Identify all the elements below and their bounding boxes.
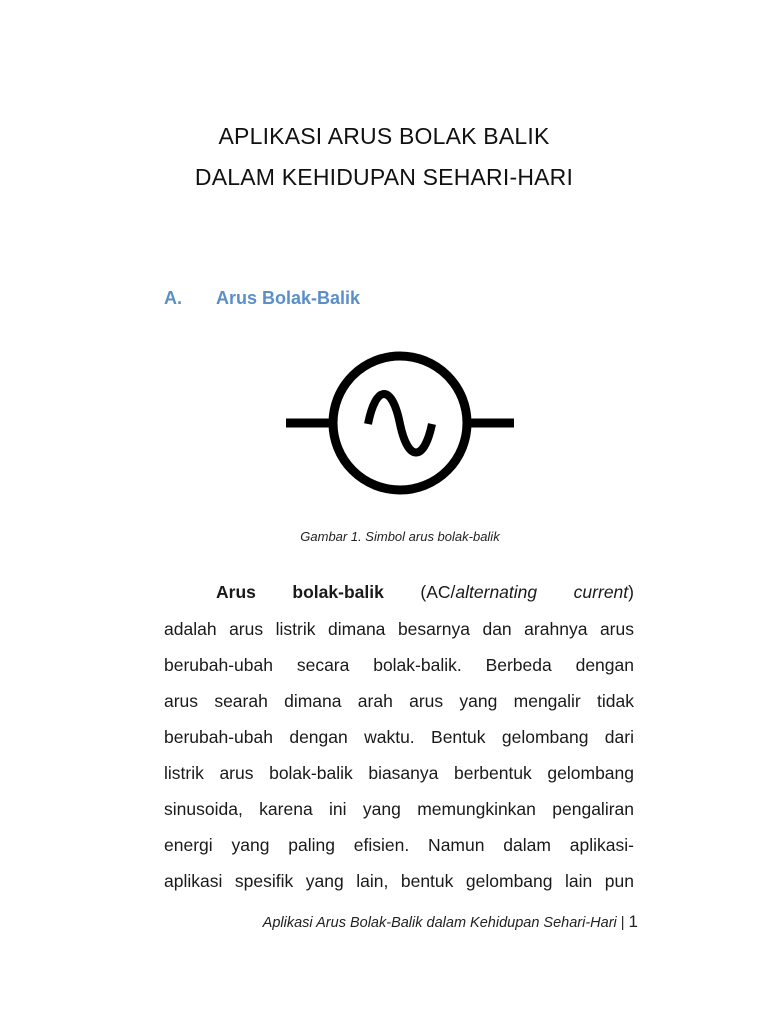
ac-source-symbol-icon [284,350,516,501]
footer-separator: | [620,915,625,931]
paragraph-line: aplikasi spesifik yang lain, bentuk gelombang lain pun [164,871,634,891]
paragraph-line: berubah-ubah dengan waktu. Bentuk gelombang dari [164,727,634,747]
term-bold: Arus bolak-balik [216,582,384,602]
section-number: A. [164,288,182,308]
paragraph-line: arus searah dimana arah arus yang mengalir tidak [164,691,634,711]
page-footer [263,912,638,932]
paragraph-line: berubah-ubah secara bolak-balik. Berbeda dengan [164,655,634,675]
footer-running-title: Aplikasi Arus Bolak-Balik dalam Kehidupan Sehari-Hari [262,915,617,931]
figure-caption: Gambar 1. Simbol arus bolak-balik [300,529,500,544]
page-number: 1 [628,912,638,931]
section-heading [164,288,360,309]
paragraph-line: listrik arus bolak-balik biasanya berbentuk gelombang [164,763,634,783]
paragraph-line: adalah arus listrik dimana besarnya dan arahnya arus [164,619,634,639]
section-title: Arus Bolak-Balik [216,288,361,308]
paragraph-line: energi yang paling efisien. Namun dalam aplikasi- [164,835,634,855]
abbrev-close: ) [628,582,634,602]
page-title-line-2: DALAM KEHIDUPAN SEHARI-HARI [194,164,574,190]
abbrev-open: (AC/ [420,582,456,602]
term-english: alternating current [455,582,629,602]
page-title-line-1: APLIKASI ARUS BOLAK BALIK [218,123,550,149]
paragraph-line: sinusoida, karena ini yang memungkinkan pengaliran [164,799,634,819]
paragraph-first-line [216,582,634,603]
